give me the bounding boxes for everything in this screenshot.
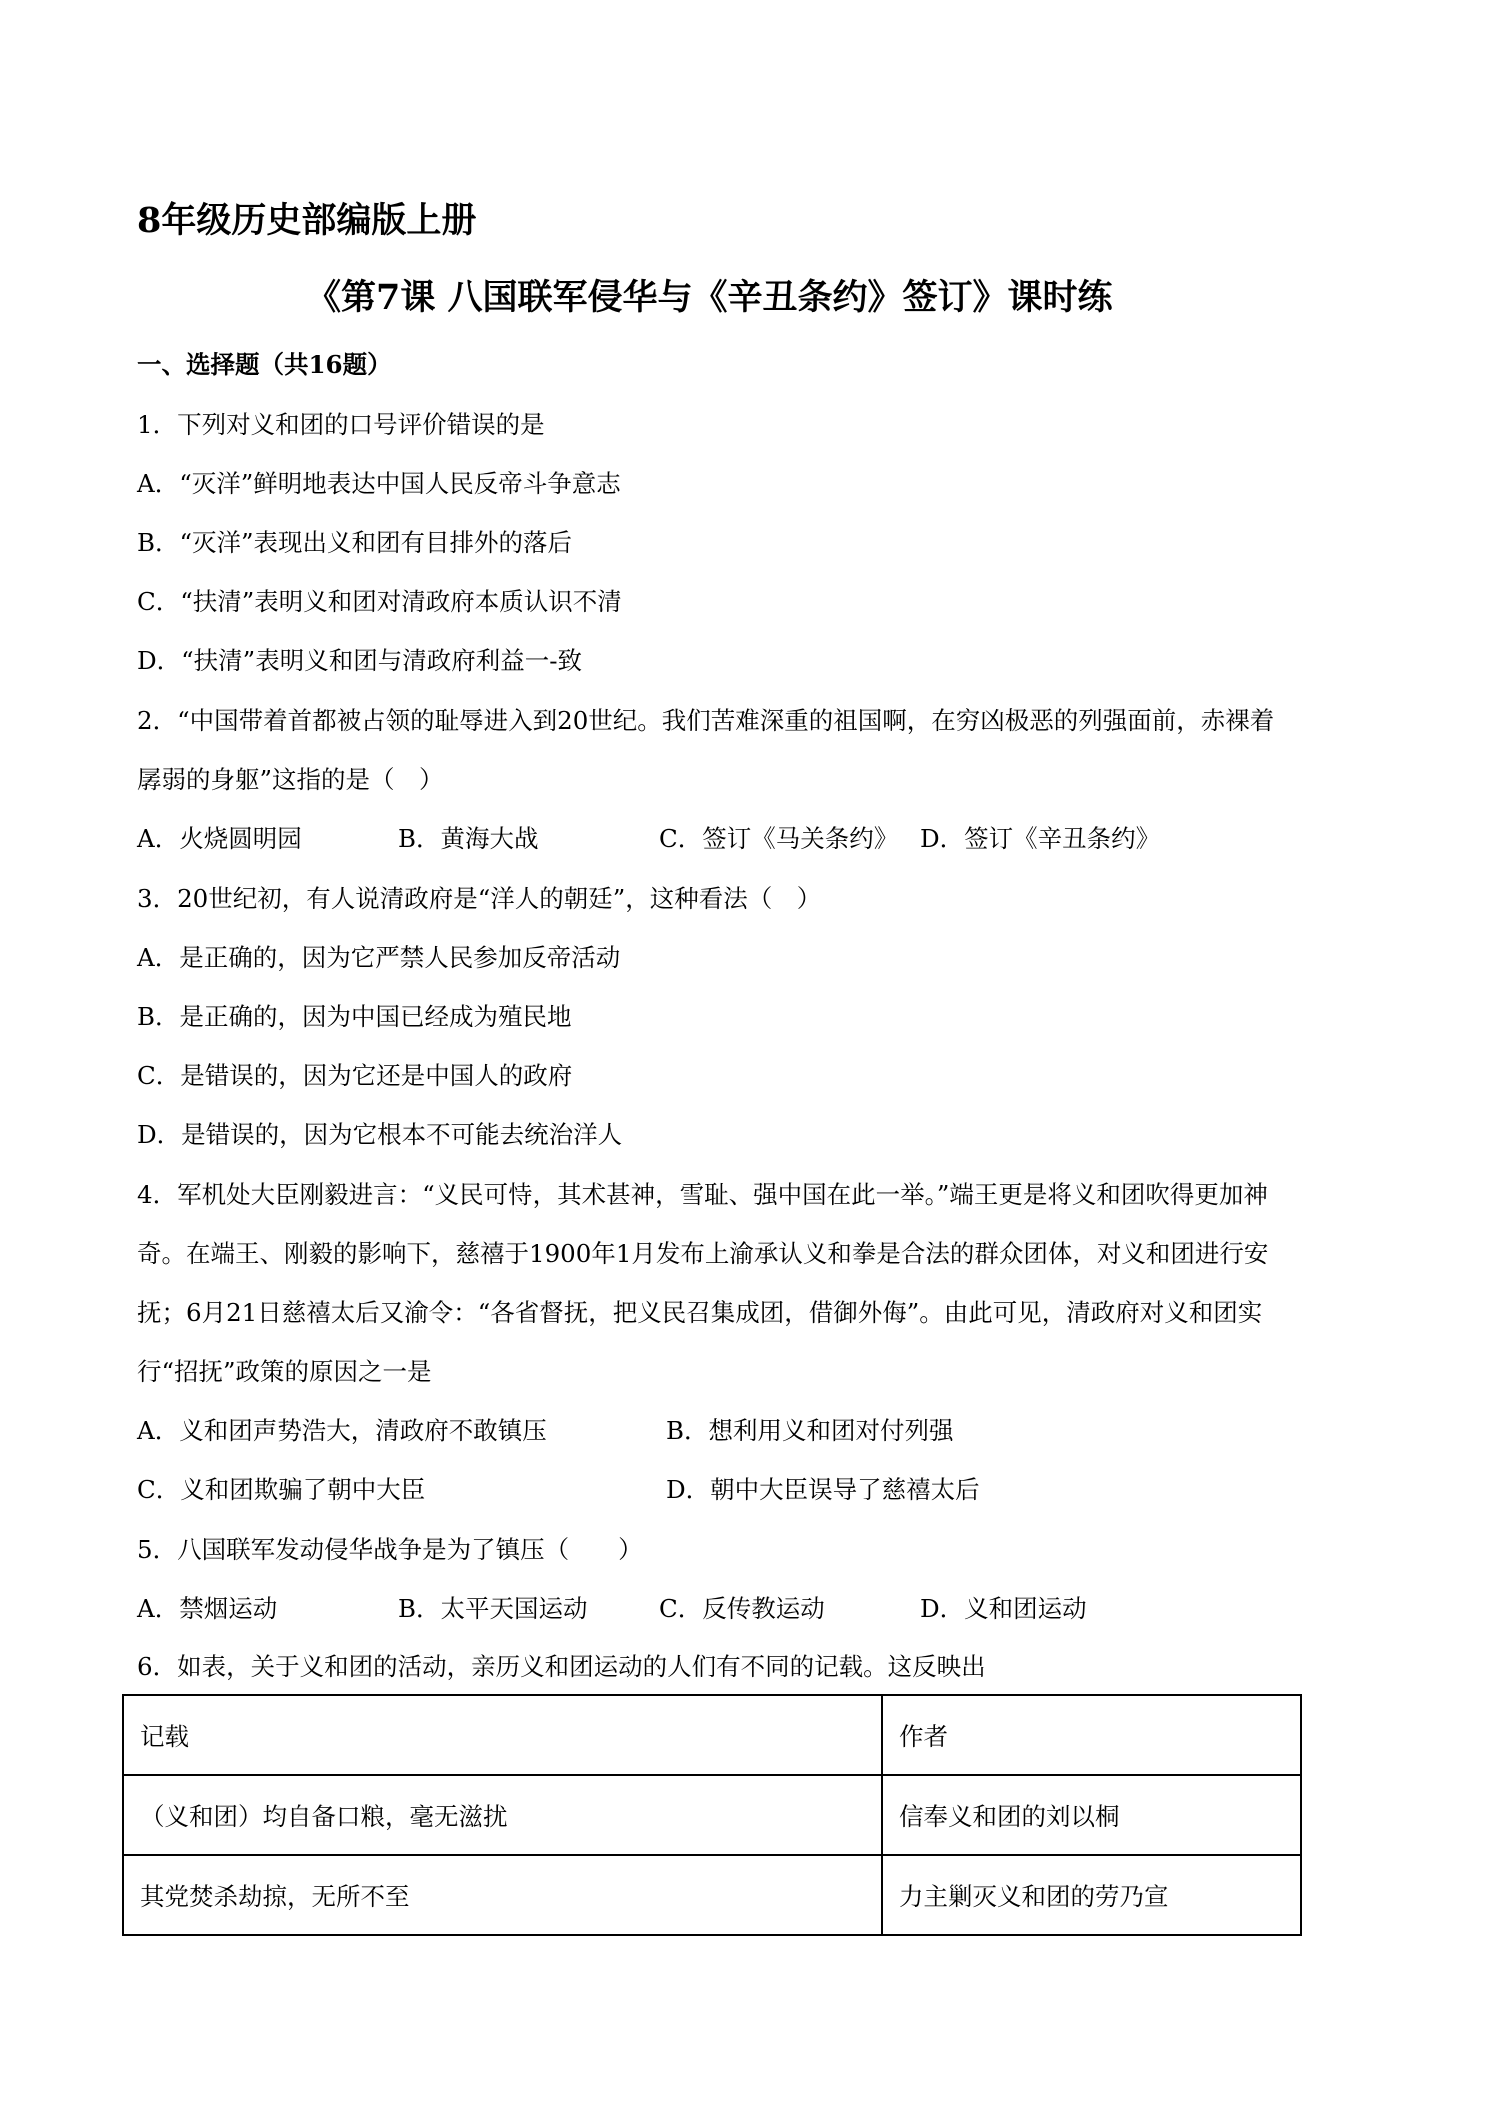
question-stem: 抚；6月21日慈禧太后又渝令：“各省督抚，把义民召集成团，借御外侮”。由此可见，清政府对义和团实: [137, 1298, 1263, 1327]
option-d: D．义和团运动: [920, 1594, 1087, 1623]
question-stem: 奇。在端王、刚毅的影响下，慈禧于1900年1月发布上渝承认义和拳是合法的群众团体，对义和团进行安: [137, 1239, 1269, 1268]
section-heading: 一、选择题（共16题）: [137, 350, 392, 379]
question-stem: 6．如表，关于义和团的活动，亲历义和团运动的人们有不同的记载。这反映出: [137, 1652, 986, 1681]
question-stem: 1．下列对义和团的口号评价错误的是: [137, 410, 545, 439]
table-header-cell: 记载: [123, 1695, 882, 1775]
option-a: A．“灭洋”鲜明地表达中国人民反帝斗争意志: [137, 469, 621, 498]
option-d: D．签订《辛丑条约》: [920, 824, 1161, 853]
option-b: B．黄海大战: [398, 824, 539, 853]
table-cell: （义和团）均自备口粮，毫无滋扰: [123, 1775, 882, 1855]
question-stem: 5．八国联军发动侵华战争是为了镇压（ ）: [137, 1535, 643, 1564]
option-c: C．是错误的，因为它还是中国人的政府: [137, 1061, 573, 1090]
option-a: A．是正确的，因为它严禁人民参加反帝活动: [137, 943, 621, 972]
table-cell: 信奉义和团的刘以桐: [882, 1775, 1301, 1855]
option-c: C．签订《马关条约》: [659, 824, 899, 853]
question-stem: 3．20世纪初，有人说清政府是“洋人的朝廷”，这种看法（ ）: [137, 884, 822, 913]
option-c: C．义和团欺骗了朝中大臣: [137, 1475, 426, 1504]
table-cell: 力主剿灭义和团的劳乃宣: [882, 1855, 1301, 1935]
grade-title: 8年级历史部编版上册: [137, 200, 477, 241]
option-d: D．朝中大臣误导了慈禧太后: [666, 1475, 980, 1504]
option-b: B．“灭洋”表现出义和团有目排外的落后: [137, 528, 573, 557]
table-header-cell: 作者: [882, 1695, 1301, 1775]
question-stem: 2．“中国带着首都被占领的耻辱进入到20世纪。我们苦难深重的祖国啊，在穷凶极恶的列强面前，赤裸着: [137, 706, 1275, 735]
question-stem: 孱弱的身躯”这指的是（ ）: [137, 765, 444, 794]
option-b: B．太平天国运动: [398, 1594, 588, 1623]
question-stem: 行“招抚”政策的原因之一是: [137, 1357, 432, 1386]
table-row: [123, 1855, 1301, 1935]
option-b: B．想利用义和团对付列强: [666, 1416, 954, 1445]
table-row: [123, 1775, 1301, 1855]
option-d: D．“扶清”表明义和团与清政府利益一-致: [137, 646, 582, 675]
option-c: C．“扶清”表明义和团对清政府本质认识不清: [137, 587, 622, 616]
option-a: A．义和团声势浩大，清政府不敢镇压: [137, 1416, 547, 1445]
table-cell: 其党焚杀劫掠，无所不至: [123, 1855, 882, 1935]
option-b: B．是正确的，因为中国已经成为殖民地: [137, 1002, 572, 1031]
question-stem: 4．军机处大臣刚毅进言：“义民可恃，其术甚神，雪耻、强中国在此一举。”端王更是将义和团吹得更加神: [137, 1180, 1268, 1209]
option-c: C．反传教运动: [659, 1594, 825, 1623]
option-d: D．是错误的，因为它根本不可能去统治洋人: [137, 1120, 623, 1149]
option-a: A．火烧圆明园: [137, 824, 302, 853]
table-header-row: [123, 1695, 1301, 1775]
lesson-title: 《第7课 八国联军侵华与《辛丑条约》签订》课时练: [306, 277, 1113, 318]
option-a: A．禁烟运动: [137, 1594, 278, 1623]
records-table: [122, 1694, 1302, 1936]
